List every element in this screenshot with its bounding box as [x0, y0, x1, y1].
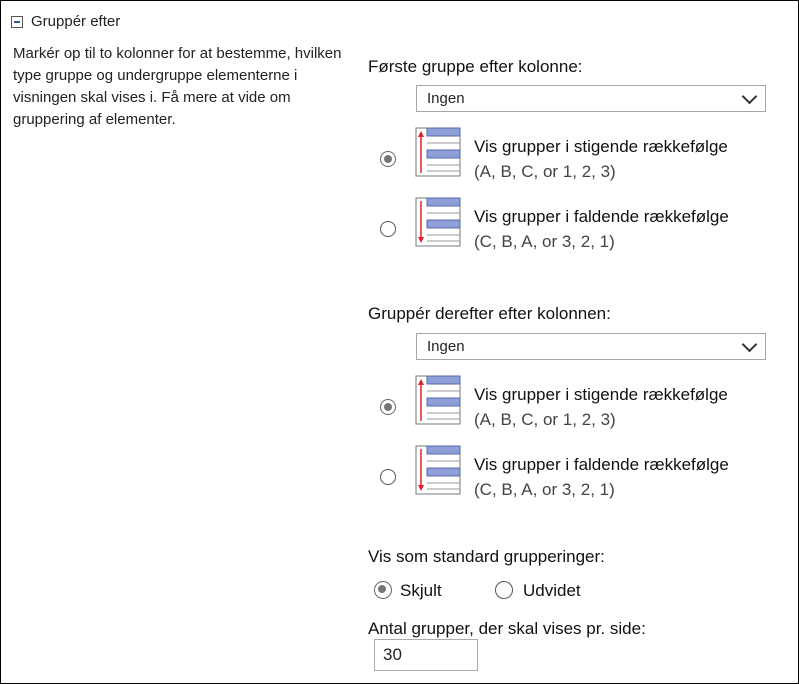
section-description: Markér op til to kolonner for at bestemme, hvilken type gruppe og undergruppe elementerne i visningen skal vises i. Få mere at vide om gruppering af elementer.	[13, 45, 342, 128]
collapsed-radio[interactable]	[374, 581, 392, 599]
chevron-down-icon	[742, 88, 758, 104]
groups-per-page-input[interactable]: 30	[374, 639, 478, 671]
section-header[interactable]	[11, 13, 120, 30]
first-group-ascending-radio[interactable]	[380, 151, 396, 167]
sort-ascending-icon	[415, 127, 461, 177]
second-group-descending-option[interactable]: Vis grupper i faldende rækkefølge (C, B, A, or 3, 2, 1)	[474, 455, 729, 499]
first-group-select[interactable]	[416, 85, 766, 112]
second-group-ascending-option[interactable]: Vis grupper i stigende rækkefølge (A, B, C, or 1, 2, 3)	[474, 385, 728, 429]
first-group-selected-value: Ingen	[427, 90, 465, 107]
first-group-ascending-option[interactable]: Vis grupper i stigende rækkefølge (A, B, C, or 1, 2, 3)	[474, 137, 728, 181]
default-grouping-label: Vis som standard grupperinger:	[368, 547, 605, 566]
collapse-icon[interactable]	[11, 16, 23, 28]
first-group-descending-option[interactable]: Vis grupper i faldende rækkefølge (C, B, A, or 3, 2, 1)	[474, 207, 729, 251]
section-title: Gruppér efter	[31, 13, 121, 30]
sort-descending-icon	[415, 197, 461, 247]
second-group-ascending-radio[interactable]	[380, 399, 396, 415]
sort-ascending-icon	[415, 375, 461, 425]
collapsed-label[interactable]: Skjult	[400, 581, 442, 600]
expanded-radio[interactable]	[495, 581, 513, 599]
chevron-down-icon	[742, 336, 758, 352]
sort-descending-icon	[415, 445, 461, 495]
groups-per-page-label: Antal grupper, der skal vises pr. side:	[368, 619, 646, 638]
expanded-label[interactable]: Udvidet	[523, 581, 581, 600]
second-group-selected-value: Ingen	[427, 338, 465, 355]
second-group-descending-radio[interactable]	[380, 469, 396, 485]
first-group-label: Første gruppe efter kolonne:	[368, 57, 583, 76]
second-group-select[interactable]	[416, 333, 766, 360]
second-group-label: Gruppér derefter efter kolonnen:	[368, 304, 611, 323]
first-group-descending-radio[interactable]	[380, 221, 396, 237]
